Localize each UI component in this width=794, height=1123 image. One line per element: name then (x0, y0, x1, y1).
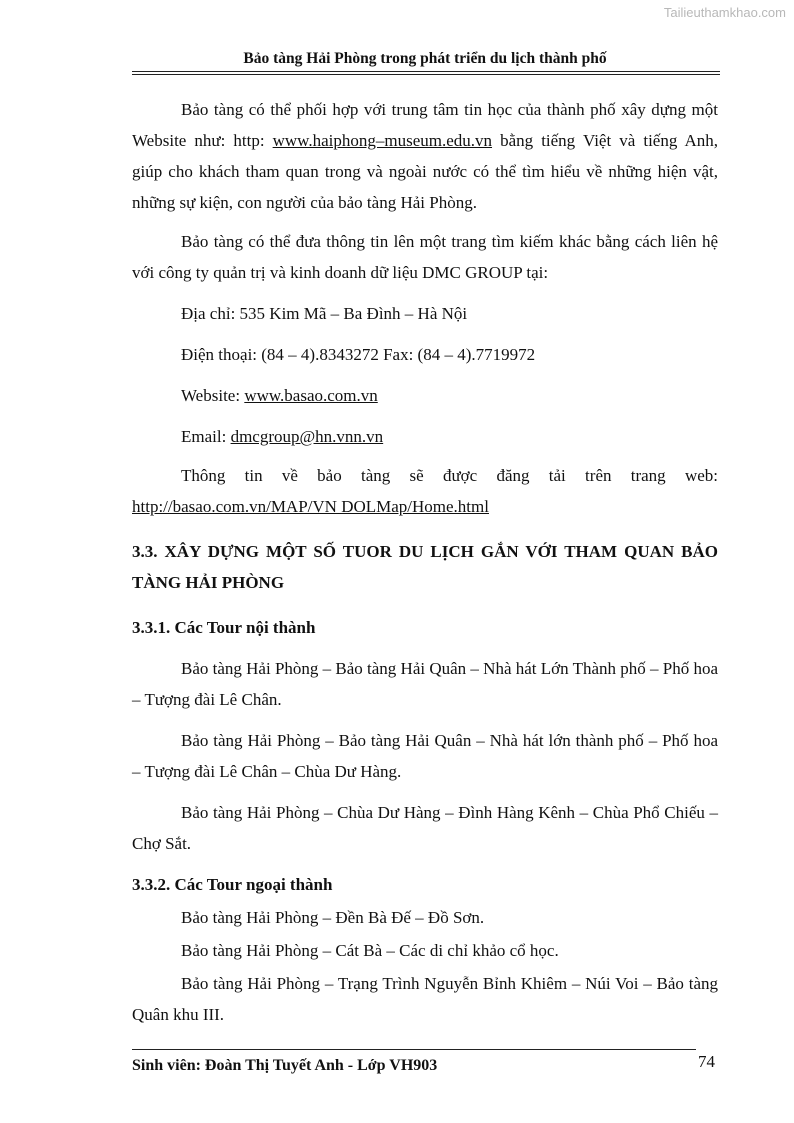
subsection-heading-inner-city: 3.3.1. Các Tour nội thành (132, 618, 316, 637)
intro-p1-text-after: bằng tiếng Việt và tiếng Anh, giúp cho khách tham quan trong và ngoài nước có thể tìm hiểu về những hiện vật, những sự kiện, con người của bảo tàng Hải Phòng. (132, 131, 718, 212)
intro-paragraph-2: Bảo tàng có thể đưa thông tin lên một trang tìm kiếm khác bằng cách liên hệ với công ty quản trị và kinh doanh dữ liệu DMC GROUP tại: (132, 232, 718, 282)
intro-p1-text-before: Bảo tàng có thể phối hợp với trung tâm tin học của thành phố xây dựng một Website như: http: (132, 100, 718, 150)
museum-website-link[interactable]: www.haiphong–museum.edu.vn (272, 131, 493, 150)
footer-divider (132, 1049, 696, 1050)
watermark: Tailieuthamkhao.com (663, 5, 786, 20)
intro-paragraph-3: Thông tin về bảo tàng sẽ được đăng tải trên trang web: (181, 466, 718, 485)
outer-tour-route-2: Bảo tàng Hải Phòng – Cát Bà – Các di chỉ khảo cổ học. (181, 941, 559, 960)
inner-tour-route-3: Bảo tàng Hải Phòng – Chùa Dư Hàng – Đình Hàng Kênh – Chùa Phổ Chiếu – Chợ Sắt. (132, 803, 718, 853)
section-heading: 3.3. XÂY DỰNG MỘT SỐ TUOR DU LỊCH GẮN VỚI THAM QUAN BẢO TÀNG HẢI PHÒNG (132, 542, 718, 592)
outer-tour-route-3: Bảo tàng Hải Phòng – Trạng Trình Nguyễn Bỉnh Khiêm – Núi Voi – Bảo tàng Quân khu III. (132, 974, 718, 1024)
intro-paragraph-1 (132, 94, 718, 218)
inner-tour-route-1: Bảo tàng Hải Phòng – Bảo tàng Hải Quân – Nhà hát Lớn Thành phố – Phố hoa – Tượng đài Lê Chân. (132, 659, 719, 709)
email-line (132, 421, 718, 452)
map-url-line (132, 491, 718, 522)
header-divider (132, 71, 720, 75)
email-label: Email: (181, 427, 231, 446)
address-line: Địa chỉ: 535 Kim Mã – Ba Đình – Hà Nội (181, 304, 468, 323)
website-line (132, 380, 718, 411)
phone-line: Điện thoại: (84 – 4).8343272 Fax: (84 – 4).7719972 (181, 345, 536, 364)
map-url-link[interactable]: http://basao.com.vn/MAP/VN DOLMap/Home.html (132, 497, 489, 516)
outer-tour-route-1: Bảo tàng Hải Phòng – Đền Bà Đế – Đồ Sơn. (181, 908, 485, 927)
page-header-title: Bảo tàng Hải Phòng trong phát triển du lịch thành phố (243, 50, 607, 67)
website-label: Website: (181, 386, 245, 405)
page-content (132, 94, 718, 1030)
inner-tour-route-2: Bảo tàng Hải Phòng – Bảo tàng Hải Quân – Nhà hát lớn thành phố – Phố hoa – Tượng đài Lê Chân – Chùa Dư Hàng. (132, 731, 718, 781)
page-number: 74 (698, 1052, 715, 1071)
subsection-heading-suburban: 3.3.2. Các Tour ngoại thành (132, 875, 333, 894)
footer-student: Sinh viên: Đoàn Thị Tuyết Anh - Lớp VH903 (132, 1057, 438, 1074)
dmc-website-link[interactable]: www.basao.com.vn (244, 386, 378, 405)
email-link[interactable]: dmcgroup@hn.vnn.vn (230, 427, 384, 446)
